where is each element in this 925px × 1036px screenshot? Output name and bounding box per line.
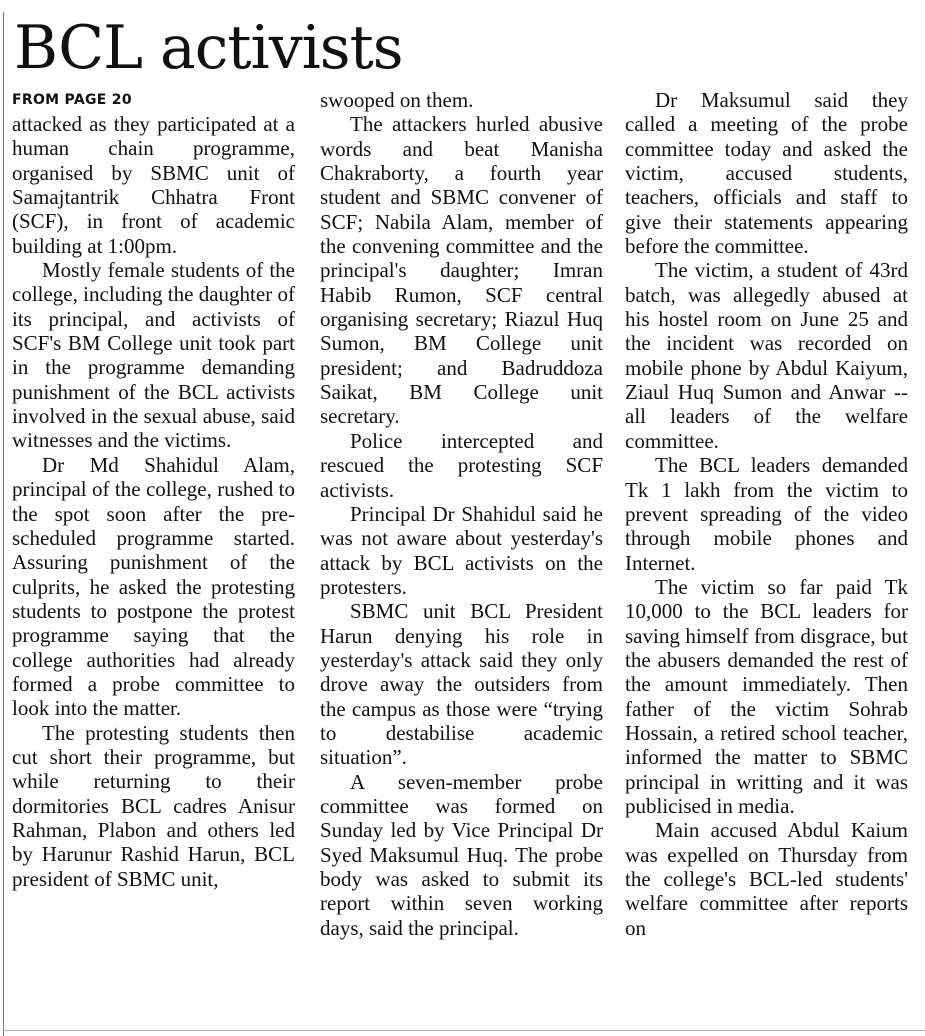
- article-column-1: [12, 88, 295, 891]
- paragraph: Dr Md Shahidul Alam, principal of the college, rushed to the spot soon after the pre-scheduled programme started. Assuring punishment of the culprits, he asked the protesting students to postpone the protest programme saying that the college authorities had already formed a probe committee to look into the matter.: [12, 452, 295, 721]
- continued-from-label: FROM PAGE 20: [12, 92, 132, 108]
- paragraph: attacked as they participated at a human chain programme, organised by SBMC unit of Samajtantrik Chhatra Front (SCF), in front of academic building at 1:00pm.: [12, 112, 295, 258]
- paragraph: A seven-member probe committee was formed on Sunday led by Vice Principal Dr Syed Maksumul Huq. The probe body was asked to submit its report within seven working days, said the principal.: [320, 769, 603, 940]
- paragraph: SBMC unit BCL President Harun denying his role in yesterday's attack said they only drove away the outsiders from the campus as those were “trying to destabilise academic situation”.: [320, 599, 603, 770]
- paragraph: Main accused Abdul Kaium was expelled on Thursday from the college's BCL-led students' welfare committee after reports on: [625, 818, 908, 940]
- paragraph: Dr Maksumul said they called a meeting of the probe committee today and asked the victim, accused students, teachers, officials and staff to give their statements appearing before the committee.: [625, 88, 908, 259]
- article-column-2: [320, 88, 603, 940]
- paragraph: The victim, a student of 43rd batch, was allegedly abused at his hostel room on June 25 and the incident was recorded on mobile phone by Abdul Kaiyum, Ziaul Huq Sumon and Anwar -- all leaders of the welfare committee.: [625, 258, 908, 453]
- clipping-left-border: [3, 12, 4, 1036]
- paragraph: The attackers hurled abusive words and beat Manisha Chakraborty, a fourth year student and SBMC convener of SCF; Nabila Alam, member of the convening committee and the principal's daughter; Imran Habib Rumon, SCF central organising secretary; Riazul Huq Sumon, BM College unit president; and Badruddoza Saikat, BM College unit secretary.: [320, 112, 603, 429]
- clipping-bottom-border: [3, 1030, 925, 1031]
- article-column-3: [625, 88, 908, 940]
- paragraph: Principal Dr Shahidul said he was not aware about yesterday's attack by BCL activists on the protesters.: [320, 501, 603, 599]
- headline: BCL activists: [14, 13, 403, 83]
- paragraph: swooped on them.: [320, 88, 474, 112]
- paragraph: Police intercepted and rescued the protesting SCF activists.: [320, 428, 603, 502]
- paragraph: The protesting students then cut short their programme, but while returning to their dormitories BCL cadres Anisur Rahman, Plabon and others led by Harunur Rashid Harun, BCL president of SBMC unit,: [12, 720, 295, 891]
- paragraph: The victim so far paid Tk 10,000 to the BCL leaders for saving himself from disgrace, but the abusers demanded the rest of the amount immediately. Then father of the victim Sohrab Hossain, a retired school teacher, informed the matter to SBMC principal in writting and it was publicised in media.: [625, 574, 908, 818]
- paragraph: The BCL leaders demanded Tk 1 lakh from the victim to prevent spreading of the video through mobile phones and Internet.: [625, 453, 908, 575]
- paragraph: Mostly female students of the college, including the daughter of its principal, and activists of SCF's BM College unit took part in the programme demanding punishment of the BCL activists involved in the sexual abuse, said witnesses and the victims.: [12, 258, 295, 453]
